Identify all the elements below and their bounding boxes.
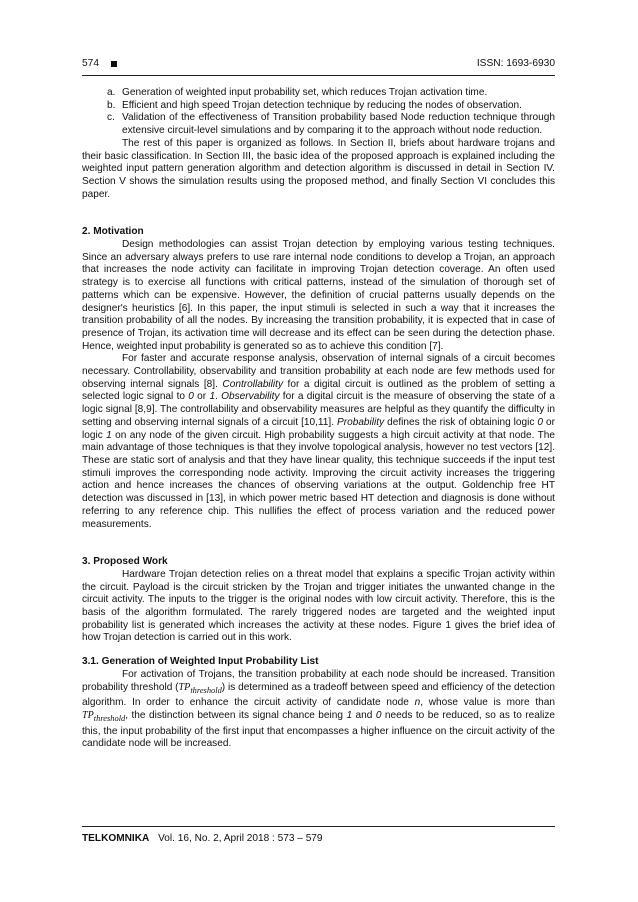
logic-zero: 0 (537, 416, 544, 428)
text-run: For faster and accurate response analysis, observation of internal signals of a circuit becomes necessary. Controllability, observability and transition probability at each node are few methods used for observing internal signals [8]. (82, 353, 555, 390)
section-3-1-paragraph (82, 669, 555, 751)
section-3-paragraph-1: Hardware Trojan detection relies on a threat model that explains a specific Trojan activity within the circuit. Payload is the circuit stricken by the Trojan and trigger initiates the unwanted change in the circuit activity. The inputs to the trigger is the original nodes with low circuit activity. Therefore, this is the basis of the algorithm formulated. The rarely triggered nodes are targeted and the weighted input probability list is generated which increases the activity at these nodes. Figure 1 gives the brief idea of how Trojan detection is carried out in this work. (82, 568, 555, 644)
text-run: needs to be reduced, so as to realize this, the input probability of the first input that encompasses a higher influence on the circuit activity of the candidate node will be increased. (82, 709, 555, 750)
term-controllability: Controllability (222, 378, 284, 390)
issn: ISSN: 1693-6930 (476, 58, 555, 69)
section-2-heading: 2. Motivation (82, 226, 144, 238)
list-item-text: Generation of weighted input probability set, which reduces Trojan activation time. (122, 87, 488, 98)
text-run: or logic (82, 416, 556, 441)
text-run: for a digital circuit is the measure of observing the state of a logic signal [8,9]. The controllability and observability measures are helpful as they quantify the difficulty in setting and observing internal signals of a circuit [10,11]. (82, 391, 556, 428)
text-run: defines the risk of obtaining logic (384, 416, 538, 428)
section-3-1-heading: 3.1. Generation of Weighted Input Probability List (82, 656, 319, 668)
header-left (82, 58, 117, 69)
section-spacer (82, 201, 555, 226)
list-item-text: Efficient and high speed Trojan detection technique by reducing the nodes of observation. (122, 99, 522, 111)
text-run: , whose value is more than (420, 697, 555, 709)
intro-paragraph: The rest of this paper is organized as follows. In Section II, briefs about hardware trojans and their basic classification. In Section III, the basic idea of the proposed approach is explained including the weighted input pattern generation algorithm and detection algorithm is discussed in detail in Section IV. Section V shows the simulation results using the proposed method, and finally Section VI concludes this paper. (82, 137, 555, 200)
header-rule (82, 75, 555, 76)
section-3-heading: 3. Proposed Work (82, 556, 168, 568)
logic-zero: 0 (375, 709, 382, 721)
logic-one: 1 (346, 709, 353, 721)
list-item (82, 87, 555, 100)
citation: Vol. 16, No. 2, April 2018 : 573 – 579 (158, 833, 323, 844)
logic-one: 1 (106, 429, 112, 441)
logic-zero: 0 (188, 391, 194, 403)
text-run: . (215, 391, 222, 403)
term-observability: Observability (221, 391, 280, 403)
body-text (82, 87, 555, 751)
tp-threshold-subscript: threshold (190, 685, 222, 695)
black-square-icon (111, 61, 117, 67)
text-run: for a digital circuit is outlined as the problem of setting a selected logic signal to (82, 378, 555, 403)
node-n: n (414, 697, 421, 709)
section-spacer (82, 645, 555, 656)
contribution-list (82, 87, 555, 138)
section-2-paragraph-1: Design methodologies can assist Trojan detection by employing various testing techniques. Since an adversary always prefers to use rare internal node conditions to develop a Trojan, an approach that increases the node activity can facilitate in improving Trojan detection coverage. An often used strategy is to exercise all functions with critical patterns, instead of the simulation of thorough set of patterns which can be expensive. However, the definition of crucial patterns usually depends on the designer's heuristics [6]. In this paper, the input stimuli is selected in such a way that it increases the transition probability of all the nodes. By increasing the transition probability, it is expected that in case of presence of Trojan, its activation time will decrease and its effect can be seen during the detection phase. Hence, weighted input probability is generated so as to achieve this condition [7]. (82, 239, 555, 352)
page-number: 574 (82, 58, 99, 69)
list-item-text: Validation of the effectiveness of Transition probability based Node reduction technique through extensive circuit-level simulations and by comparing it to the approach without node reduction. (122, 112, 555, 137)
text-run: and (352, 709, 376, 721)
text-run: or (193, 391, 210, 403)
section-2-paragraph-2 (82, 353, 555, 531)
tp-threshold-symbol: TP (178, 681, 191, 693)
tp-threshold-subscript: threshold (93, 713, 126, 723)
term-probability: Probability (337, 416, 385, 428)
logic-one: 1 (209, 391, 216, 403)
footer-rule (82, 826, 555, 827)
list-item (82, 112, 555, 137)
tp-threshold-symbol: TP (82, 709, 94, 721)
list-item (82, 100, 555, 113)
text-run: For activation of Trojans, the transition probability at each node should be increased. Transition probability threshold ( (82, 668, 555, 693)
list-item-label: a. (107, 87, 116, 98)
journal-name: TELKOMNIKA (82, 833, 150, 844)
page-header (82, 58, 555, 69)
page-footer (82, 833, 555, 844)
text-run: , the distinction between its signal chance being (125, 709, 347, 721)
list-item-label: c. (107, 112, 115, 124)
list-item-label: b. (107, 99, 116, 111)
section-spacer (82, 531, 555, 556)
text-run: on any node of the given circuit. High probability suggests a high circuit activity at that node. The main advantage of those techniques is that they involve topological analysis, however no test vectors [12]. These are static sort of analysis and that they have linear quality, this technique succeeds if the input test stimuli improves the corresponding node activity. Improving the circuit activity increases the triggering action and hence increases the chances of observing variations at the output. Goldenchip free HT detection was discussed in [13], in which power metric based HT detection and diagnosis is done without referring to any reference chip. This nullifies the effect of process variation and the reduced power measurements. (82, 429, 556, 530)
text-run: ) is determined as a tradeoff between speed and efficiency of the detection algorithm. In order to enhance the circuit activity of candidate node (82, 681, 555, 709)
